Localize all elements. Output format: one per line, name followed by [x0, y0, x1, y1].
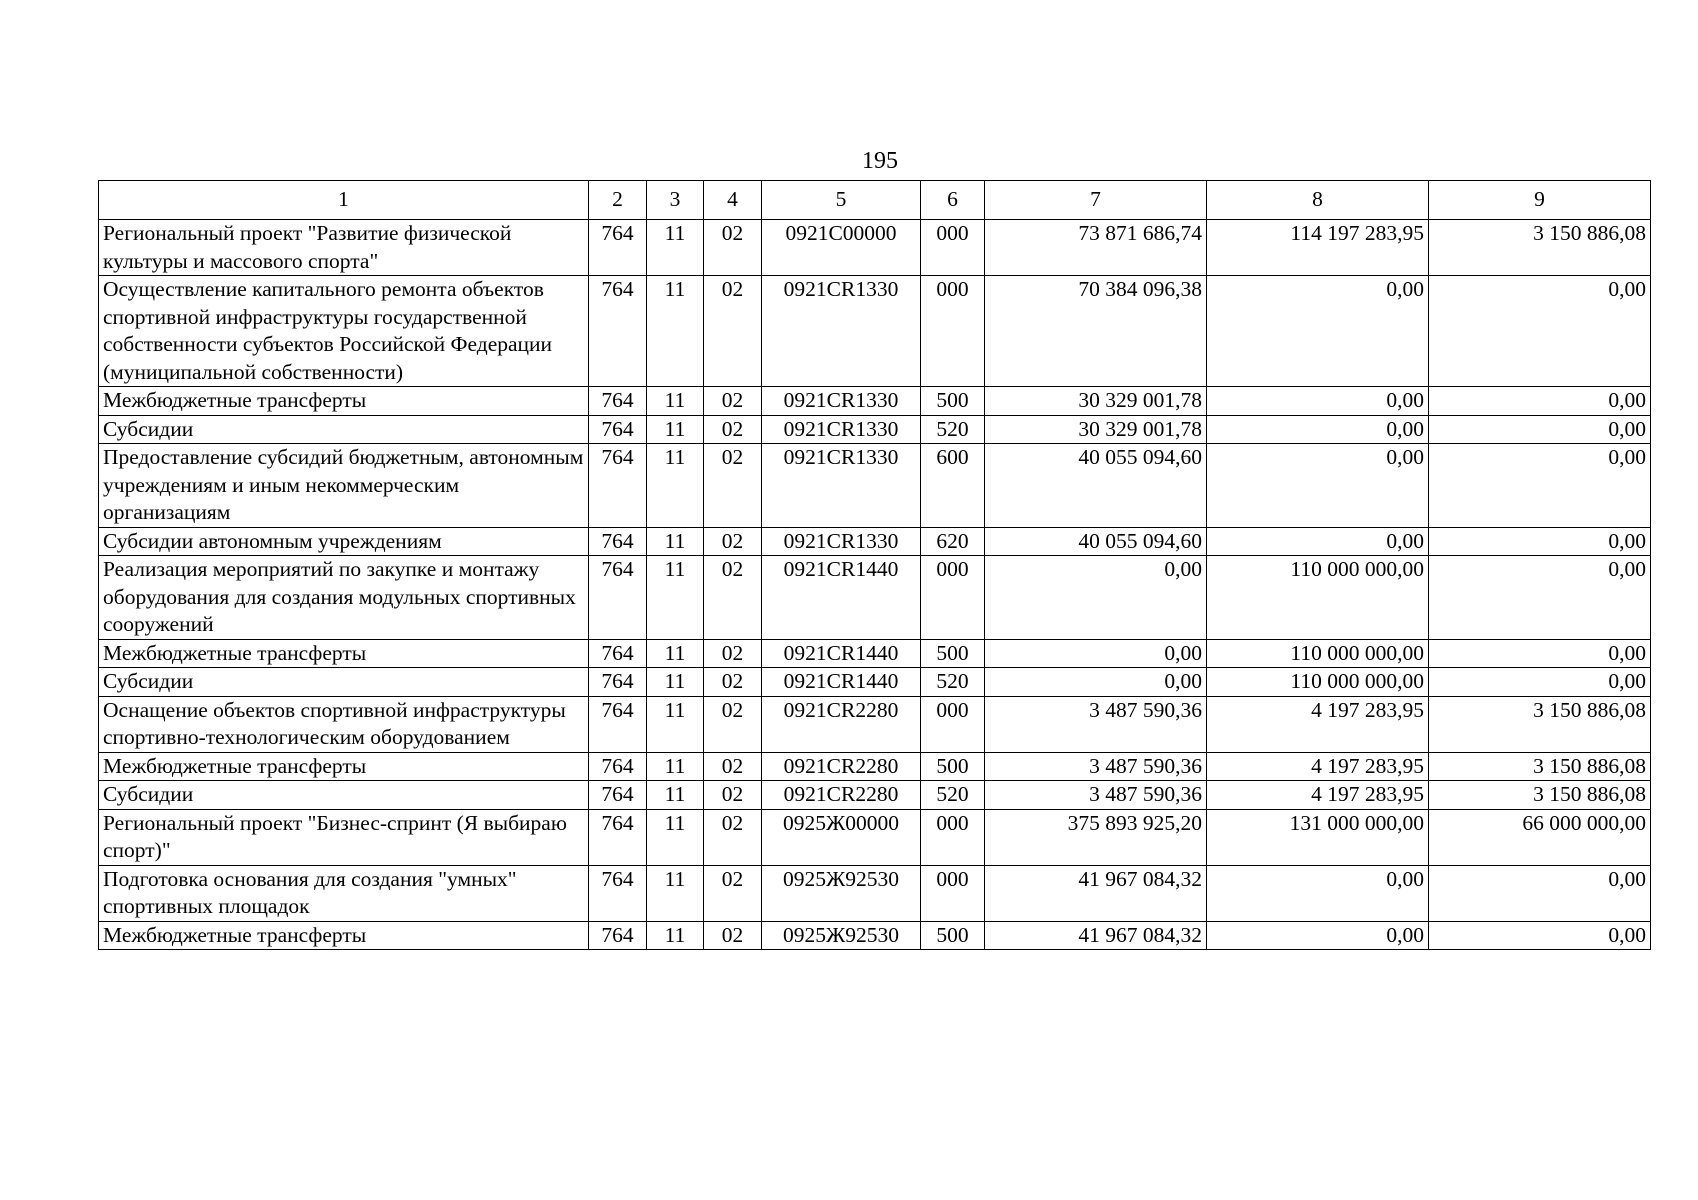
ministry-code: 764 — [589, 752, 647, 781]
item-name: Субсидии — [99, 415, 589, 444]
expense-type-code: 620 — [921, 527, 985, 556]
amount-col-9: 0,00 — [1429, 527, 1651, 556]
ministry-code: 764 — [589, 387, 647, 416]
ministry-code: 764 — [589, 527, 647, 556]
expense-type-code: 000 — [921, 809, 985, 865]
table-row — [99, 556, 1651, 640]
column-header: 3 — [647, 181, 704, 220]
amount-col-9: 0,00 — [1429, 276, 1651, 387]
expense-type-code: 500 — [921, 387, 985, 416]
expense-type-code: 000 — [921, 220, 985, 276]
table-row — [99, 865, 1651, 921]
amount-col-8: 4 197 283,95 — [1207, 752, 1429, 781]
item-name: Осуществление капитального ремонта объектов спортивной инфраструктуры государственной собственности субъектов Российской Федерации (муниципальной собственности) — [99, 276, 589, 387]
amount-col-8: 0,00 — [1207, 921, 1429, 950]
amount-col-9: 0,00 — [1429, 387, 1651, 416]
amount-col-7: 41 967 084,32 — [985, 921, 1207, 950]
item-name: Региональный проект "Развитие физической культуры и массового спорта" — [99, 220, 589, 276]
item-name: Межбюджетные трансферты — [99, 921, 589, 950]
amount-col-8: 110 000 000,00 — [1207, 668, 1429, 697]
amount-col-9: 66 000 000,00 — [1429, 809, 1651, 865]
amount-col-8: 0,00 — [1207, 276, 1429, 387]
amount-col-8: 4 197 283,95 — [1207, 696, 1429, 752]
budget-table — [98, 180, 1651, 950]
expense-type-code: 500 — [921, 639, 985, 668]
table-row — [99, 921, 1651, 950]
expense-type-code: 000 — [921, 276, 985, 387]
table-row — [99, 696, 1651, 752]
subsection-code: 02 — [704, 639, 762, 668]
amount-col-8: 0,00 — [1207, 415, 1429, 444]
amount-col-8: 0,00 — [1207, 444, 1429, 528]
amount-col-9: 0,00 — [1429, 639, 1651, 668]
item-name: Субсидии автономным учреждениям — [99, 527, 589, 556]
table-row — [99, 668, 1651, 697]
column-header: 2 — [589, 181, 647, 220]
target-article-code: 0921CR1330 — [762, 276, 921, 387]
table-row — [99, 415, 1651, 444]
amount-col-8: 131 000 000,00 — [1207, 809, 1429, 865]
target-article-code: 0921С00000 — [762, 220, 921, 276]
item-name: Региональный проект "Бизнес-спринт (Я выбираю спорт)" — [99, 809, 589, 865]
column-header: 4 — [704, 181, 762, 220]
section-code: 11 — [647, 668, 704, 697]
section-code: 11 — [647, 752, 704, 781]
amount-col-9: 0,00 — [1429, 556, 1651, 640]
section-code: 11 — [647, 865, 704, 921]
subsection-code: 02 — [704, 781, 762, 810]
amount-col-8: 114 197 283,95 — [1207, 220, 1429, 276]
item-name: Межбюджетные трансферты — [99, 387, 589, 416]
ministry-code: 764 — [589, 865, 647, 921]
subsection-code: 02 — [704, 809, 762, 865]
table-row — [99, 639, 1651, 668]
amount-col-8: 0,00 — [1207, 387, 1429, 416]
table-row — [99, 444, 1651, 528]
amount-col-9: 0,00 — [1429, 444, 1651, 528]
amount-col-7: 30 329 001,78 — [985, 415, 1207, 444]
column-header: 7 — [985, 181, 1207, 220]
target-article-code: 0921CR2280 — [762, 781, 921, 810]
target-article-code: 0921CR1330 — [762, 444, 921, 528]
section-code: 11 — [647, 781, 704, 810]
expense-type-code: 000 — [921, 556, 985, 640]
section-code: 11 — [647, 556, 704, 640]
table-row — [99, 809, 1651, 865]
target-article-code: 0921CR1440 — [762, 668, 921, 697]
amount-col-9: 0,00 — [1429, 415, 1651, 444]
amount-col-9: 0,00 — [1429, 865, 1651, 921]
table-row — [99, 752, 1651, 781]
expense-type-code: 520 — [921, 415, 985, 444]
target-article-code: 0921CR1440 — [762, 639, 921, 668]
amount-col-7: 41 967 084,32 — [985, 865, 1207, 921]
target-article-code: 0921CR1330 — [762, 387, 921, 416]
page-number: 195 — [862, 148, 898, 174]
amount-col-7: 0,00 — [985, 668, 1207, 697]
ministry-code: 764 — [589, 781, 647, 810]
item-name: Субсидии — [99, 668, 589, 697]
table-body — [99, 220, 1651, 950]
subsection-code: 02 — [704, 415, 762, 444]
amount-col-9: 3 150 886,08 — [1429, 781, 1651, 810]
subsection-code: 02 — [704, 276, 762, 387]
ministry-code: 764 — [589, 556, 647, 640]
header-row — [99, 181, 1651, 220]
target-article-code: 0925Ж92530 — [762, 921, 921, 950]
target-article-code: 0925Ж92530 — [762, 865, 921, 921]
amount-col-7: 0,00 — [985, 556, 1207, 640]
subsection-code: 02 — [704, 556, 762, 640]
table-row — [99, 387, 1651, 416]
amount-col-8: 110 000 000,00 — [1207, 556, 1429, 640]
column-header: 1 — [99, 181, 589, 220]
section-code: 11 — [647, 220, 704, 276]
amount-col-7: 375 893 925,20 — [985, 809, 1207, 865]
section-code: 11 — [647, 387, 704, 416]
target-article-code: 0925Ж00000 — [762, 809, 921, 865]
amount-col-9: 0,00 — [1429, 921, 1651, 950]
table-row — [99, 220, 1651, 276]
section-code: 11 — [647, 527, 704, 556]
section-code: 11 — [647, 415, 704, 444]
ministry-code: 764 — [589, 415, 647, 444]
subsection-code: 02 — [704, 921, 762, 950]
column-header: 9 — [1429, 181, 1651, 220]
subsection-code: 02 — [704, 696, 762, 752]
section-code: 11 — [647, 921, 704, 950]
amount-col-9: 0,00 — [1429, 668, 1651, 697]
section-code: 11 — [647, 444, 704, 528]
expense-type-code: 000 — [921, 696, 985, 752]
target-article-code: 0921CR1440 — [762, 556, 921, 640]
expense-type-code: 520 — [921, 781, 985, 810]
expense-type-code: 600 — [921, 444, 985, 528]
ministry-code: 764 — [589, 639, 647, 668]
subsection-code: 02 — [704, 752, 762, 781]
amount-col-8: 4 197 283,95 — [1207, 781, 1429, 810]
amount-col-8: 0,00 — [1207, 865, 1429, 921]
amount-col-9: 3 150 886,08 — [1429, 696, 1651, 752]
amount-col-8: 110 000 000,00 — [1207, 639, 1429, 668]
ministry-code: 764 — [589, 276, 647, 387]
ministry-code: 764 — [589, 220, 647, 276]
target-article-code: 0921CR2280 — [762, 752, 921, 781]
amount-col-8: 0,00 — [1207, 527, 1429, 556]
amount-col-7: 3 487 590,36 — [985, 696, 1207, 752]
table-row — [99, 527, 1651, 556]
expense-type-code: 000 — [921, 865, 985, 921]
column-header: 8 — [1207, 181, 1429, 220]
section-code: 11 — [647, 639, 704, 668]
item-name: Межбюджетные трансферты — [99, 639, 589, 668]
item-name: Субсидии — [99, 781, 589, 810]
item-name: Реализация мероприятий по закупке и монтажу оборудования для создания модульных спортивных сооружений — [99, 556, 589, 640]
subsection-code: 02 — [704, 444, 762, 528]
amount-col-7: 30 329 001,78 — [985, 387, 1207, 416]
amount-col-7: 3 487 590,36 — [985, 752, 1207, 781]
amount-col-7: 70 384 096,38 — [985, 276, 1207, 387]
ministry-code: 764 — [589, 444, 647, 528]
target-article-code: 0921CR1330 — [762, 415, 921, 444]
table-row — [99, 276, 1651, 387]
subsection-code: 02 — [704, 220, 762, 276]
column-header: 5 — [762, 181, 921, 220]
target-article-code: 0921CR1330 — [762, 527, 921, 556]
subsection-code: 02 — [704, 668, 762, 697]
table-row — [99, 781, 1651, 810]
ministry-code: 764 — [589, 809, 647, 865]
expense-type-code: 500 — [921, 921, 985, 950]
amount-col-7: 3 487 590,36 — [985, 781, 1207, 810]
ministry-code: 764 — [589, 668, 647, 697]
subsection-code: 02 — [704, 527, 762, 556]
amount-col-7: 40 055 094,60 — [985, 527, 1207, 556]
section-code: 11 — [647, 276, 704, 387]
section-code: 11 — [647, 809, 704, 865]
expense-type-code: 500 — [921, 752, 985, 781]
amount-col-7: 40 055 094,60 — [985, 444, 1207, 528]
subsection-code: 02 — [704, 865, 762, 921]
item-name: Оснащение объектов спортивной инфраструктуры спортивно-технологическим оборудованием — [99, 696, 589, 752]
ministry-code: 764 — [589, 696, 647, 752]
item-name: Подготовка основания для создания "умных" спортивных площадок — [99, 865, 589, 921]
amount-col-9: 3 150 886,08 — [1429, 752, 1651, 781]
item-name: Предоставление субсидий бюджетным, автономным учреждениям и иным некоммерческим организациям — [99, 444, 589, 528]
amount-col-7: 0,00 — [985, 639, 1207, 668]
amount-col-9: 3 150 886,08 — [1429, 220, 1651, 276]
subsection-code: 02 — [704, 387, 762, 416]
amount-col-7: 73 871 686,74 — [985, 220, 1207, 276]
target-article-code: 0921CR2280 — [762, 696, 921, 752]
item-name: Межбюджетные трансферты — [99, 752, 589, 781]
expense-type-code: 520 — [921, 668, 985, 697]
section-code: 11 — [647, 696, 704, 752]
column-header: 6 — [921, 181, 985, 220]
ministry-code: 764 — [589, 921, 647, 950]
